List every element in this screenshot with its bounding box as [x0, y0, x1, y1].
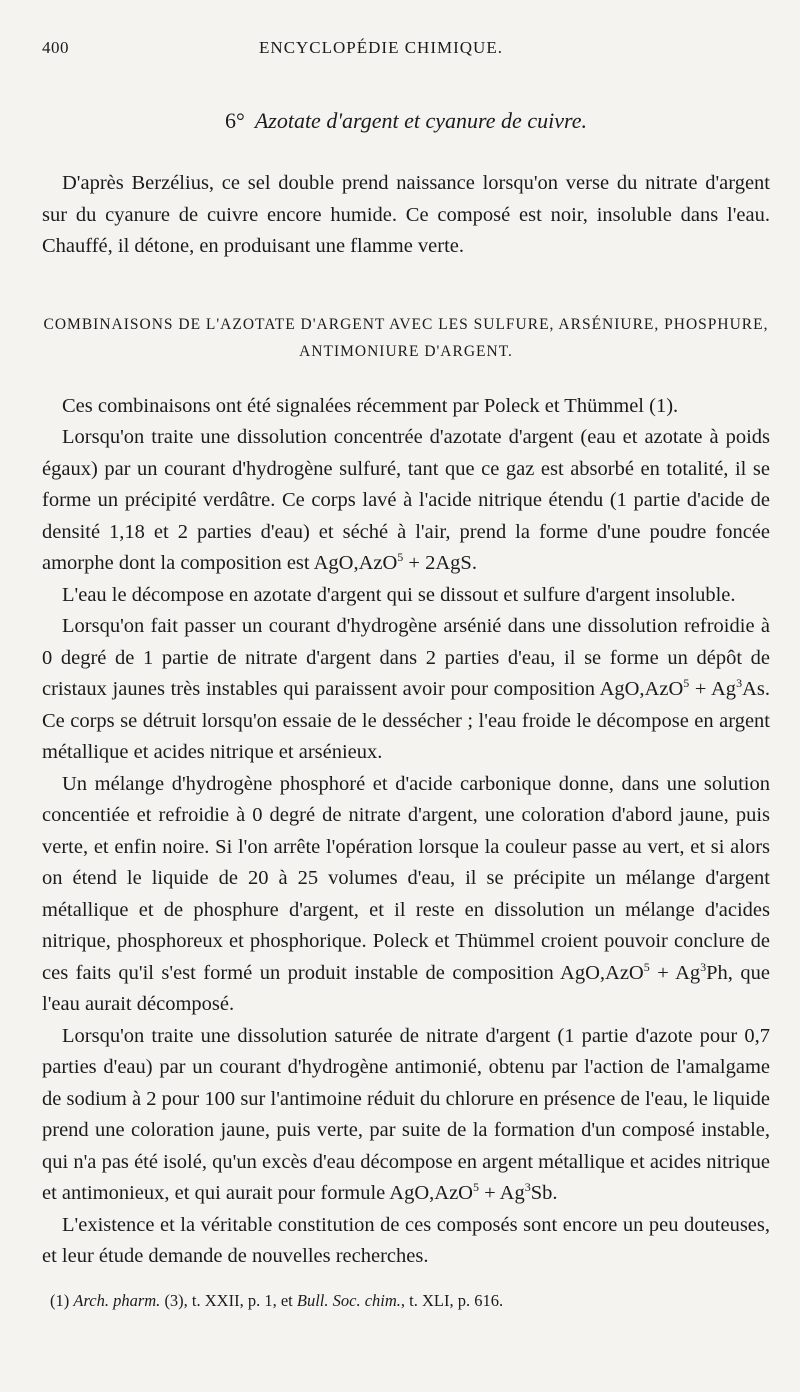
footnote-marker: (1)	[50, 1290, 70, 1310]
paragraph-6	[42, 1021, 770, 1210]
subheading-line-1: COMBINAISONS DE L'AZOTATE D'ARGENT AVEC LES SULFURE, ARSÉNIURE, PHOSPHURE,	[43, 315, 769, 333]
formula-superscript: 5	[397, 550, 404, 565]
paragraph-7: L'existence et la véritable constitution de ces composés sont encore un peu douteuses, et leur étude demande de nouvelles recherches.	[42, 1213, 770, 1267]
formula-part: + 2AgS.	[403, 552, 477, 574]
formula-arsenide	[600, 678, 770, 700]
formula-sulfide	[314, 552, 477, 574]
running-title: ENCYCLOPÉDIE CHIMIQUE.	[259, 38, 503, 57]
footnote	[42, 1291, 770, 1311]
footnote-source-1: Arch. pharm.	[73, 1290, 161, 1310]
formula-part: AgO,AzO	[560, 961, 644, 984]
subheading	[42, 311, 770, 365]
paragraph-4	[42, 611, 770, 769]
formula-part: AgO,AzO	[313, 552, 398, 574]
footnote-ref-2: , t. XLI, p. 616.	[400, 1290, 504, 1310]
paragraph-4-text: Lorsqu'on fait passer un courant d'hydrogène arsénié dans une dissolution refroidie à 0 degré de 1 partie de nitrate d'argent dans 2 parties d'eau, il se forme un dépôt de cristaux jaunes très instables qui paraissent avoir pour composition	[42, 615, 770, 700]
intro-block	[42, 168, 770, 263]
formula-part: Ph,	[706, 961, 733, 984]
paragraph-5-rest: que l'eau aurait décomposé.	[42, 961, 770, 1015]
footnote-source-2: Bull. Soc. chim.	[296, 1290, 401, 1310]
formula-part: + Ag	[649, 961, 701, 984]
formula-superscript: 3	[524, 1180, 531, 1195]
paragraph-2	[42, 422, 770, 580]
formula-superscript: 5	[643, 959, 650, 974]
page-number: 400	[42, 38, 69, 57]
section-title-text: Azotate d'argent et cyanure de cuivre.	[254, 108, 587, 133]
paragraph-4-rest: Ce corps se détruit lorsqu'on essaie de le dessécher ; l'eau froide le décompose en argent métallique et acides nitrique et arsénieux.	[42, 709, 770, 763]
paragraph-1: Ces combinaisons ont été signalées récemment par Poleck et Thümmel (1).	[62, 394, 679, 417]
formula-superscript: 3	[700, 959, 707, 974]
body-text	[42, 391, 770, 1273]
formula-superscript: 3	[736, 676, 743, 691]
formula-part: AgO,AzO	[389, 1182, 473, 1204]
formula-part: + Ag	[478, 1182, 525, 1204]
page-header	[42, 38, 770, 78]
formula-part: Sb.	[530, 1182, 558, 1204]
paragraph-6-text: Lorsqu'on traite une dissolution saturée de nitrate d'argent (1 partie d'azote pour 0,7 parties d'eau) par un courant d'hydrogène antimonié, obtenu par l'action de l'amalgame de sodium à 2 pour 100 sur l'antimoine réduit du chlorure en présence de l'eau, le liquide prend une coloration jaune, puis verte, par suite de la formation d'un composé instable, qui n'a pas été isolé, qu'un excès d'eau décompose en argent métallique et acides nitrique et antimonieux, et qui aurait pour formule	[42, 1024, 770, 1204]
footnote-ref-1: (3), t. XXII, p. 1, et	[160, 1290, 297, 1310]
subheading-line-2: ANTIMONIURE D'ARGENT.	[299, 342, 513, 360]
paragraph-5	[42, 769, 770, 1021]
paragraph-3: L'eau le décompose en azotate d'argent qui se dissout et sulfure d'argent insoluble.	[62, 583, 736, 606]
paragraph-2-text: Lorsqu'on traite une dissolution concentrée d'azotate d'argent (eau et azotate à poids égaux) par un courant d'hydrogène sulfuré, tant que ce gaz est absorbé en totalité, il se forme un précipité verdâtre. Ce corps lavé à l'acide nitrique étendu (1 partie d'acide de densité 1,18 et 2 parties d'eau) et séché à l'air, prend la forme d'une poudre foncée amorphe dont la composition est	[42, 426, 770, 574]
formula-part: As.	[742, 678, 770, 700]
section-number: 6°	[225, 108, 245, 133]
formula-superscript: 5	[683, 676, 690, 691]
section-title	[42, 108, 770, 134]
formula-antimonide	[389, 1182, 557, 1204]
intro-paragraph: D'après Berzélius, ce sel double prend naissance lorsqu'on verse du nitrate d'argent sur du cyanure de cuivre encore humide. Ce composé est noir, insoluble dans l'eau. Chauffé, il détone, en produisant une flamme verte.	[42, 172, 770, 257]
formula-part: + Ag	[689, 678, 737, 700]
paragraph-5-text: Un mélange d'hydrogène phosphoré et d'acide carbonique donne, dans une solution concentiée et refroidie à 0 degré de nitrate d'argent, une coloration d'abord jaune, puis verte, et enfin noire. Si l'on arrête l'opération lorsque la couleur passe au vert, et si alors on étend le liquide de 20 à 25 volumes d'eau, il se précipite un mélange d'argent métallique et de phosphure d'argent, et il reste en dissolution un mélange d'acides nitrique, phosphoreux et phosphorique. Poleck et Thümmel croient pouvoir conclure de ces faits qu'il s'est formé un produit instable de composition	[42, 772, 770, 984]
formula-phosphide	[560, 959, 733, 984]
formula-superscript: 5	[472, 1180, 479, 1195]
formula-part: AgO,AzO	[599, 678, 684, 700]
